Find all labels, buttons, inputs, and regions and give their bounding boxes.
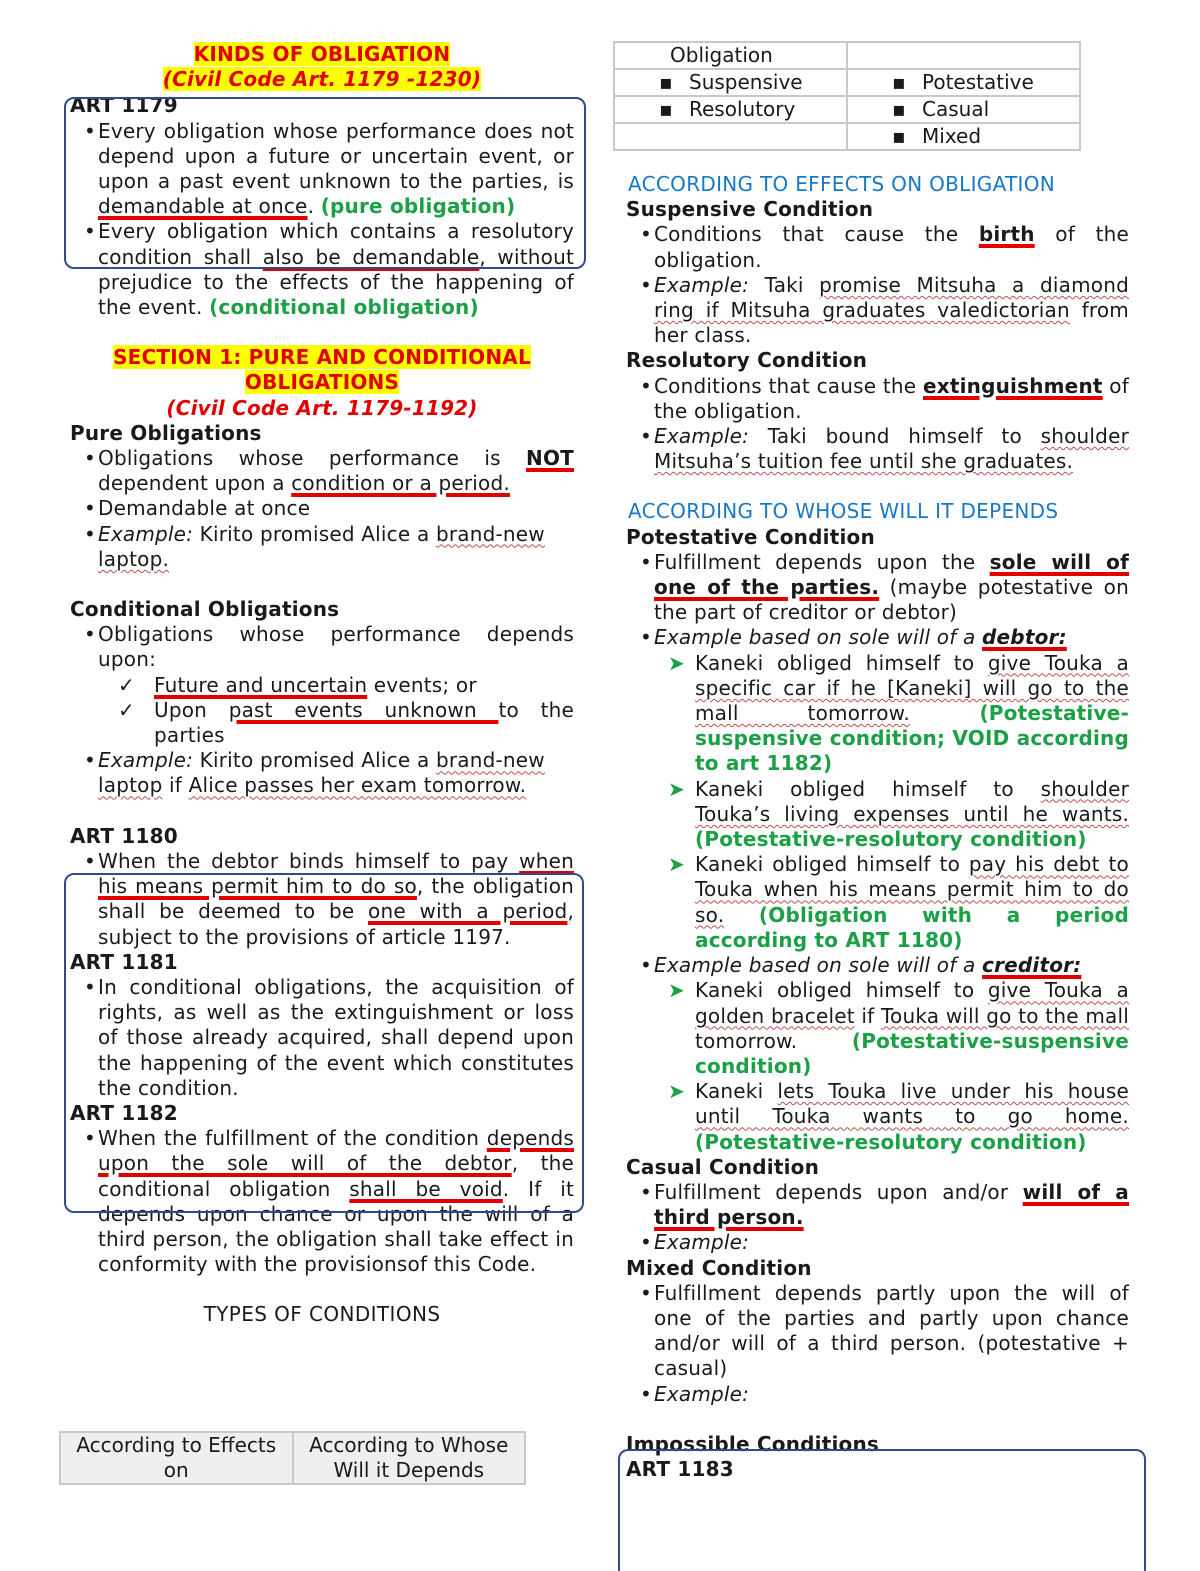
mixed-bullet-2: • Example:: [626, 1382, 1129, 1407]
obligation-cell: ▪ Resolutory: [614, 96, 847, 123]
obligation-table-header: Obligation: [614, 42, 847, 69]
arrow-icon: ➤: [668, 852, 685, 877]
art1179-bullet-2: • Every obligation which contains a resolutory condition shall also be demandable, without prejudice to the effects of the happening of the event. (conditional obligation): [70, 219, 574, 320]
potestative-bullet-3: • Example based on sole will of a creditor:: [626, 953, 1129, 978]
casual-bullet-2: • Example:: [626, 1230, 1129, 1255]
art1181-bullet: • In conditional obligations, the acquisition of rights, as well as the extinguishment or loss of those already acquired, shall depend upon the happening of the event which constitutes the condition.: [70, 975, 574, 1101]
pure-bullet-2: • Demandable at once: [70, 496, 574, 521]
art1182-heading: ART 1182: [70, 1100, 178, 1125]
types-col-effects: According to Effects on: [60, 1432, 293, 1484]
obligation-cell: ▪ Suspensive: [614, 69, 847, 96]
conditional-bullet-2: • Example: Kirito promised Alice a brand-new laptop if Alice passes her exam tomorrow.: [70, 748, 574, 798]
resolutory-heading: Resolutory Condition: [626, 348, 868, 373]
doc-title: KINDS OF OBLIGATION: [193, 42, 451, 66]
art1180-1182-box: [64, 873, 584, 1213]
mixed-heading: Mixed Condition: [626, 1255, 812, 1280]
types-table: [59, 1431, 526, 1485]
example-arrow-item: ➤ Kaneki obliged himself to pay his debt to Touka when his means permit him to do so. (Obligation with a period according to ART 1180): [668, 852, 1129, 952]
conditional-check-2: ✓ Upon past events unknown to the parties: [70, 698, 574, 748]
art1182-bullet: • When the fulfillment of the condition depends upon the sole will of the debtor, the conditional obligation shall be void. If it depends upon chance or upon the will of a third person, the obligation shall take effect in conformity with the provisionsof this Code.: [70, 1126, 574, 1277]
section1-title: SECTION 1: PURE AND CONDITIONAL: [113, 345, 531, 370]
art1179-box: [64, 97, 586, 269]
impossible-heading: Impossible Conditions: [626, 1431, 880, 1456]
obligation-cell: ▪ Casual: [847, 96, 1080, 123]
resolutory-bullet-2: • Example: Taki bound himself to shoulder Mitsuha’s tuition fee until she graduates.: [626, 424, 1129, 474]
arrow-icon: ➤: [668, 978, 685, 1003]
example-arrow-item: ➤ Kaneki obliged himself to shoulder Touka’s living expenses until he wants. (Potestative-resolutory condition): [668, 776, 1129, 852]
example-arrow-item: ➤ Kaneki obliged himself to give Touka a golden bracelet if Touka will go to the mall tomorrow. (Potestative-suspensive condition): [668, 978, 1130, 1078]
types-col-will: According to Whose Will it Depends: [293, 1432, 526, 1484]
casual-heading: Casual Condition: [626, 1154, 820, 1179]
arrow-icon: ➤: [668, 776, 685, 801]
potestative-bullet-2: • Example based on sole will of a debtor:: [626, 625, 1129, 650]
section1-subtitle: (Civil Code Art. 1179-1192): [166, 395, 478, 420]
suspensive-bullet-2: • Example: Taki promise Mitsuha a diamond ring if Mitsuha graduates valedictorian from her class.: [626, 273, 1129, 349]
obligation-cell: ▪ Potestative: [847, 69, 1080, 96]
pure-bullet-3: • Example: Kirito promised Alice a brand-new laptop.: [70, 522, 574, 572]
will-heading: ACCORDING TO WHOSE WILL IT DEPENDS: [628, 499, 1059, 524]
right-column: [626, 172, 1129, 1482]
art1180-bullet: • When the debtor binds himself to pay when his means permit him to do so, the obligation shall be deemed to be one with a period, subject to the provisions of article 1197.: [70, 849, 574, 950]
arrow-icon: ➤: [668, 650, 685, 675]
resolutory-bullet-1: • Conditions that cause the extinguishment of the obligation.: [626, 374, 1129, 424]
mixed-bullet-1: • Fulfillment depends partly upon the will of one of the parties and partly upon chance and/or will of a third person. (potestative + casual): [626, 1281, 1129, 1382]
obligation-table: [613, 41, 1081, 151]
example-arrow-item: ➤ Kaneki lets Touka live under his house until Touka wants to go home. (Potestative-resolutory condition): [668, 1079, 1130, 1154]
effects-heading: ACCORDING TO EFFECTS ON OBLIGATION: [628, 172, 1056, 196]
conditional-heading: Conditional Obligations: [70, 597, 340, 622]
obligation-cell: ▪ Mixed: [847, 123, 1080, 150]
art1179-heading: ART 1179: [70, 93, 178, 118]
example-arrow-item: ➤ Kaneki obliged himself to give Touka a specific car if he [Kaneki] will go to the mall tomorrow. (Potestative-suspensive condition; VOID according to art 1182): [668, 650, 1130, 776]
conditional-bullet-1: • Obligations whose performance depends upon:: [70, 622, 574, 672]
art1179-bullet-1: • Every obligation whose performance does not depend upon a future or uncertain event, or upon a past event unknown to the parties, is demandable at once. (pure obligation): [70, 119, 574, 220]
suspensive-heading: Suspensive Condition: [626, 197, 874, 222]
art1180-heading: ART 1180: [70, 823, 178, 848]
potestative-heading: Potestative Condition: [626, 524, 875, 549]
suspensive-bullet-1: • Conditions that cause the birth of the obligation.: [626, 222, 1129, 272]
types-title: TYPES OF CONDITIONS: [203, 1302, 441, 1327]
pure-heading: Pure Obligations: [70, 420, 262, 445]
conditional-check-1: ✓ Future and uncertain events; or: [70, 673, 574, 698]
potestative-bullet-1: • Fulfillment depends upon the sole will of one of the parties. (maybe potestative on the part of creditor or debtor): [626, 550, 1129, 626]
art1181-heading: ART 1181: [70, 949, 178, 974]
art1183-heading: ART 1183: [626, 1456, 734, 1481]
casual-bullet-1: • Fulfillment depends upon and/or will of a third person.: [626, 1180, 1129, 1230]
pure-bullet-1: • Obligations whose performance is NOT dependent upon a condition or a period.: [70, 446, 574, 496]
obligation-cell: [614, 123, 847, 150]
arrow-icon: ➤: [668, 1079, 685, 1104]
doc-subtitle: (Civil Code Art. 1179 -1230): [162, 67, 482, 92]
section1-title-2: OBLIGATIONS: [244, 370, 400, 395]
